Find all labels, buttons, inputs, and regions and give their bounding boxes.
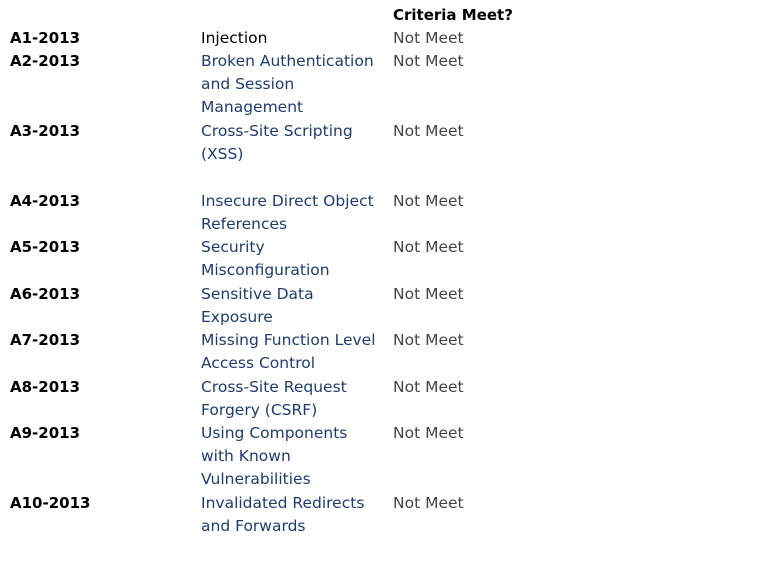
row-status: Not Meet [393, 29, 464, 47]
row-status: Not Meet [393, 238, 464, 256]
row-status: Not Meet [393, 122, 464, 140]
row-code: A5-2013 [10, 238, 81, 256]
row-code: A6-2013 [10, 285, 81, 303]
row-code: A2-2013 [10, 52, 81, 70]
row-name: Broken Authentication and Session Management [201, 52, 374, 117]
row-name: Cross-Site Request Forgery (CSRF) [201, 378, 347, 420]
row-name: Sensitive Data Exposure [201, 285, 314, 327]
row-name: Using Components with Known Vulnerabilities [201, 424, 348, 489]
row-status: Not Meet [393, 424, 464, 442]
row-status: Not Meet [393, 192, 464, 210]
row-code: A7-2013 [10, 331, 81, 349]
row-status: Not Meet [393, 331, 464, 349]
row-status: Not Meet [393, 52, 464, 70]
row-name: Invalidated Redirects and Forwards [201, 494, 365, 536]
row-name: Missing Function Level Access Control [201, 331, 376, 373]
row-name: Cross-Site Scripting (XSS) [201, 122, 353, 164]
row-code: A10-2013 [10, 494, 91, 512]
row-status: Not Meet [393, 285, 464, 303]
criteria-meet-header: Criteria Meet? [393, 6, 513, 24]
row-status: Not Meet [393, 494, 464, 512]
row-code: A3-2013 [10, 122, 81, 140]
row-code: A8-2013 [10, 378, 81, 396]
row-status: Not Meet [393, 378, 464, 396]
row-code: A1-2013 [10, 29, 81, 47]
row-name: Security Misconfiguration [201, 238, 330, 280]
row-code: A9-2013 [10, 424, 81, 442]
row-name: Insecure Direct Object References [201, 192, 374, 234]
row-code: A4-2013 [10, 192, 81, 210]
row-name: Injection [201, 29, 268, 47]
